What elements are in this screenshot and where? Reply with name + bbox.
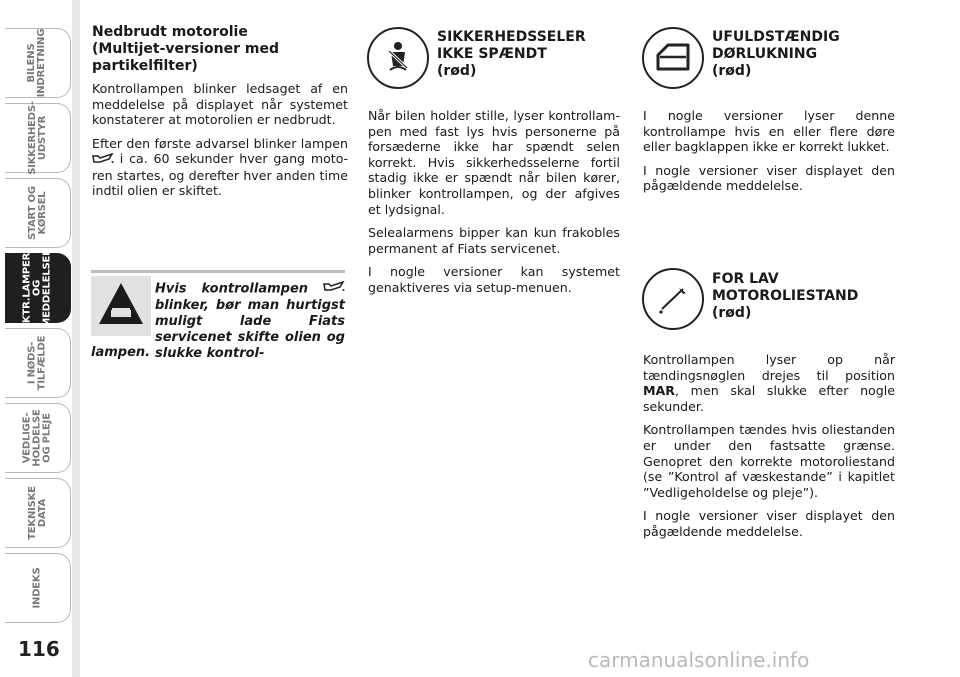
paragraph: Selealarmens bipper kan kun frakobles permanent af Fiats servicenet. (368, 225, 620, 256)
paragraph: Efter den første advarsel blinker lampen i ca. 60 sekunder hver gang motoren startes, og derefter hver anden time indtil olien er skiftet. (92, 135, 348, 199)
tab-tekniske-data[interactable] (5, 478, 71, 548)
section-heading: partikelfilter) (92, 58, 198, 74)
tab-label: SIKKERHEDS- UDSTYR (26, 101, 48, 175)
tab-label: KTR.LAMPER OG MEDDELELSER (21, 248, 53, 328)
tab-label: INDEKS (31, 567, 43, 609)
tab-label: TEKNISKE DATA (26, 486, 48, 540)
seatbelt-title: SIKKERHEDSSELER IKKE SPÆNDT (rød) (437, 29, 586, 79)
tab-indeks[interactable] (5, 553, 71, 623)
paragraph: I nogle versioner viser displayet den pågældende meddelelse. (643, 162, 895, 194)
paragraph: I nogle versioner kan systemet genaktiveres via setup-menuen. (368, 264, 620, 295)
door-title: UFULDSTÆNDIG DØRLUKNING (rød) (712, 29, 840, 79)
paragraph: Kontrollampen lyser op når tændingsnøglen drejes til position MAR, men skal slukke efter nogle sekunder. (643, 352, 895, 414)
paragraph: Kontrollampen blinker ledsaget af en meddelelse på displayet når systemet konstaterer at motorolien er nedbrudt. (92, 81, 348, 128)
warning-triangle-icon (97, 280, 145, 332)
paragraph: Når bilen holder stille, lyser kontrollampen med fast lys hvis personerne på forsæderne ikke har spændt selen korrekt. Hvis sikkerhedsselerne fortil stadig ikke er spændt når bilen kører, blinker kontrollampen, og der afgives et lydsignal. (368, 108, 620, 217)
chapter-sidebar (0, 0, 80, 677)
paragraph: Kontrollampen tændes hvis oliestanden er under den fastsatte grænse. Genopret den korrekte motoroliestand (se ”Kontrol af væskestande” i kapitlet ”Vedligeholdelse og pleje”). (643, 422, 895, 500)
tab-label: START OG KØRSEL (26, 186, 48, 240)
page-number: 116 (18, 637, 60, 661)
section-heading: Nedbrudt motorolie (92, 24, 248, 40)
divider (91, 270, 345, 273)
tab-label: VEDLIGE- HOLDELSE OG PLEJE (21, 409, 53, 467)
tab-start-og-korsel[interactable] (5, 178, 71, 248)
tab-i-nodstilfaelde[interactable] (5, 328, 71, 398)
oil-can-icon (92, 152, 114, 168)
sidebar-spine (72, 0, 80, 677)
tab-sikkerhedsudstyr[interactable] (5, 103, 71, 173)
watermark: carmanualsonline.info (588, 648, 810, 672)
tab-label: I NØDS- TILFÆLDE (26, 335, 48, 391)
column-door (643, 108, 895, 202)
column-seatbelt (368, 108, 620, 304)
paragraph: I nogle versioner viser displayet den pågældende meddelelse. (643, 508, 895, 539)
oil-can-icon (323, 281, 345, 297)
paragraph: I nogle versioner lyser denne kontrollampe hvis en eller flere døre eller bagklappen ikke er korrekt lukket. (643, 108, 895, 155)
column-oil-level (643, 352, 895, 548)
warning-text: Hvis kontrollampen blinker, bør man hurtigst muligt lade Fiats servicenet skifte olien og slukke kontrol- (155, 281, 345, 361)
door-open-icon (642, 27, 704, 89)
tab-label: BILENS INDRETNING (26, 28, 48, 98)
column-oil-degraded (92, 24, 348, 207)
tab-bilens-indretning[interactable] (5, 28, 71, 98)
tab-vedligeholdelse-og-pleje[interactable] (5, 403, 71, 473)
section-heading: (Multijet-versioner med (92, 41, 280, 57)
oil-level-icon (642, 268, 704, 330)
tab-ktr-lamper-og-meddelelser[interactable] (5, 248, 71, 328)
warning-box (91, 270, 345, 366)
seatbelt-icon (367, 27, 429, 89)
oil-level-title: FOR LAV MOTOROLIESTAND (rød) (712, 271, 859, 321)
warning-text-end: lampen. (91, 345, 151, 360)
